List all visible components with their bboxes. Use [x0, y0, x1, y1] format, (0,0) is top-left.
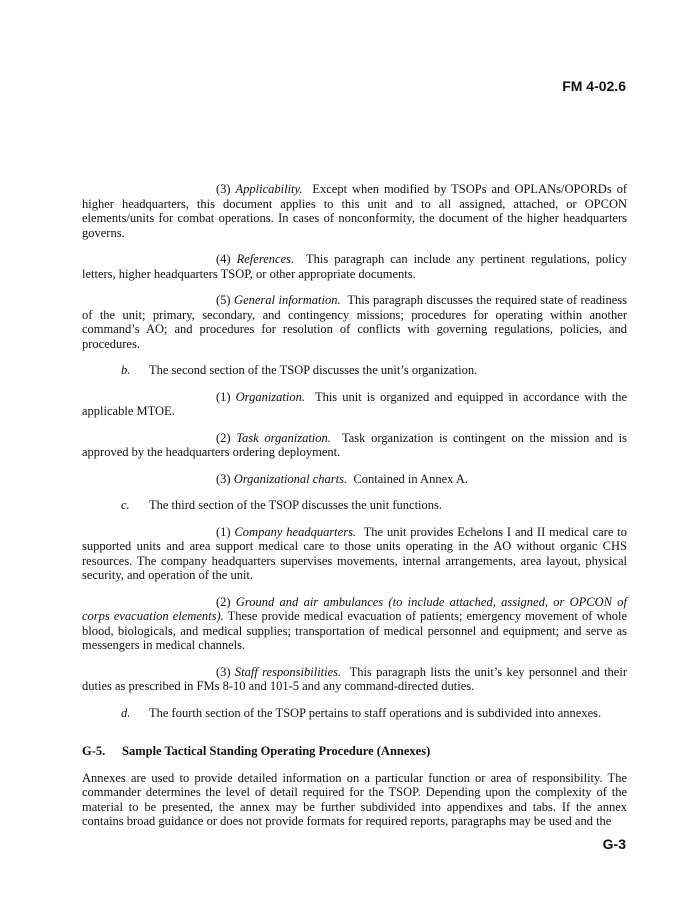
paragraph-title: Ground and air ambulances (to include attached, assigned, or OPCON of corps evacuation elements). [82, 594, 627, 623]
paragraph-text: This paragraph can include any pertinent regulations, policy letters, higher headquarters TSOP, or other appropriate documents. [82, 252, 627, 281]
document-id-header: FM 4-02.6 [562, 78, 626, 94]
paragraph-title: Staff responsibilities. [234, 664, 342, 679]
paragraph-text: Contained in Annex A. [353, 471, 468, 486]
paragraph-title: References. [236, 252, 295, 266]
paragraph-references [82, 252, 627, 281]
paragraph-number: (4) [216, 252, 231, 266]
paragraph-title: Task organization. [236, 430, 331, 445]
section-number: G-5. [82, 744, 106, 758]
paragraph-title: General information. [234, 293, 341, 307]
paragraph-number: (3) [216, 471, 231, 486]
paragraph-text: This unit is organized and equipped in accordance with the applicable MTOE. [82, 389, 627, 418]
section-body: Annexes are used to provide detailed information on a particular function or area of responsibility. The commander determines the level of detail required for the TSOP. Depending upon the complexity of the material to be presented, the annex may be further subdivided into appendixes and tabs. If the annex contains broad guidance or does not provide formats for required reports, paragraphs may be used and the [82, 770, 627, 828]
paragraph-text: This paragraph discusses the required state of readiness of the unit; primary, secondary, and contingency missions; procedures for operating within another command’s AO; and procedures for resolution of conflicts with governing regulations, policies, and procedures. [82, 293, 628, 351]
paragraph-applicability [82, 182, 627, 240]
paragraph-company-headquarters [82, 525, 627, 583]
subparagraph-text: The second section of the TSOP discusses the unit’s organization. [149, 363, 478, 377]
section-heading [82, 744, 627, 759]
page-body [82, 182, 627, 841]
paragraph-number: (1) [216, 524, 231, 539]
page-number-footer: G-3 [602, 836, 626, 852]
subparagraph-d [82, 706, 627, 721]
paragraph-text: These provide medical evacuation of patients; emergency movement of whole blood, biologicals, and medical supplies; transportation of medical personnel and equipment; and serve as messengers in medical channels. [82, 609, 627, 652]
paragraph-organization [82, 390, 627, 419]
paragraph-title: Organizational charts. [233, 471, 348, 486]
paragraph-text: This paragraph lists the unit’s key personnel and their duties as prescribed in FMs 8-10 and 101-5 and any command-directed duties. [82, 664, 627, 693]
subparagraph-letter: c. [121, 498, 130, 512]
section-title: Sample Tactical Standing Operating Procedure (Annexes) [122, 744, 431, 758]
paragraph-text: The unit provides Echelons I and II medical care to supported units and area support medical care to those units operating in the AO without organic CHS resources. The company headquarters supervises movements, internal arrangements, area layout, physical security, and operation of the unit. [82, 524, 627, 582]
subparagraph-text: The third section of the TSOP discusses the unit functions. [149, 498, 443, 512]
paragraph-number: (3) [216, 182, 231, 196]
paragraph-number: (3) [216, 664, 231, 679]
subparagraph-letter: b. [121, 363, 131, 377]
paragraph-number: (2) [216, 430, 231, 445]
paragraph-text: Task organization is contingent on the mission and is approved by the headquarters ordering deployment. [82, 430, 628, 459]
paragraph-staff-responsibilities [82, 665, 627, 694]
subparagraph-text: The fourth section of the TSOP pertains to staff operations and is subdivided into annexes. [149, 705, 602, 720]
subparagraph-c [82, 498, 627, 513]
paragraph-ambulances [82, 595, 627, 653]
paragraph-number: (5) [216, 293, 231, 307]
paragraph-number: (1) [216, 389, 231, 404]
paragraph-title: Company headquarters. [234, 524, 357, 539]
subparagraph-letter: d. [121, 705, 131, 720]
subparagraph-b [82, 363, 627, 378]
paragraph-number: (2) [216, 594, 231, 609]
paragraph-title: Organization. [235, 389, 305, 404]
paragraph-task-organization [82, 431, 627, 460]
paragraph-title: Applicability. [235, 182, 303, 196]
paragraph-general-information [82, 293, 627, 351]
paragraph-organizational-charts [82, 472, 627, 487]
paragraph-text: Except when modified by TSOPs and OPLANs/OPORDs of higher headquarters, this document applies to this unit and to all assigned, attached, or OPCON elements/units for combat operations. In cases of nonconformity, the document of the higher headquarters governs. [82, 182, 628, 240]
